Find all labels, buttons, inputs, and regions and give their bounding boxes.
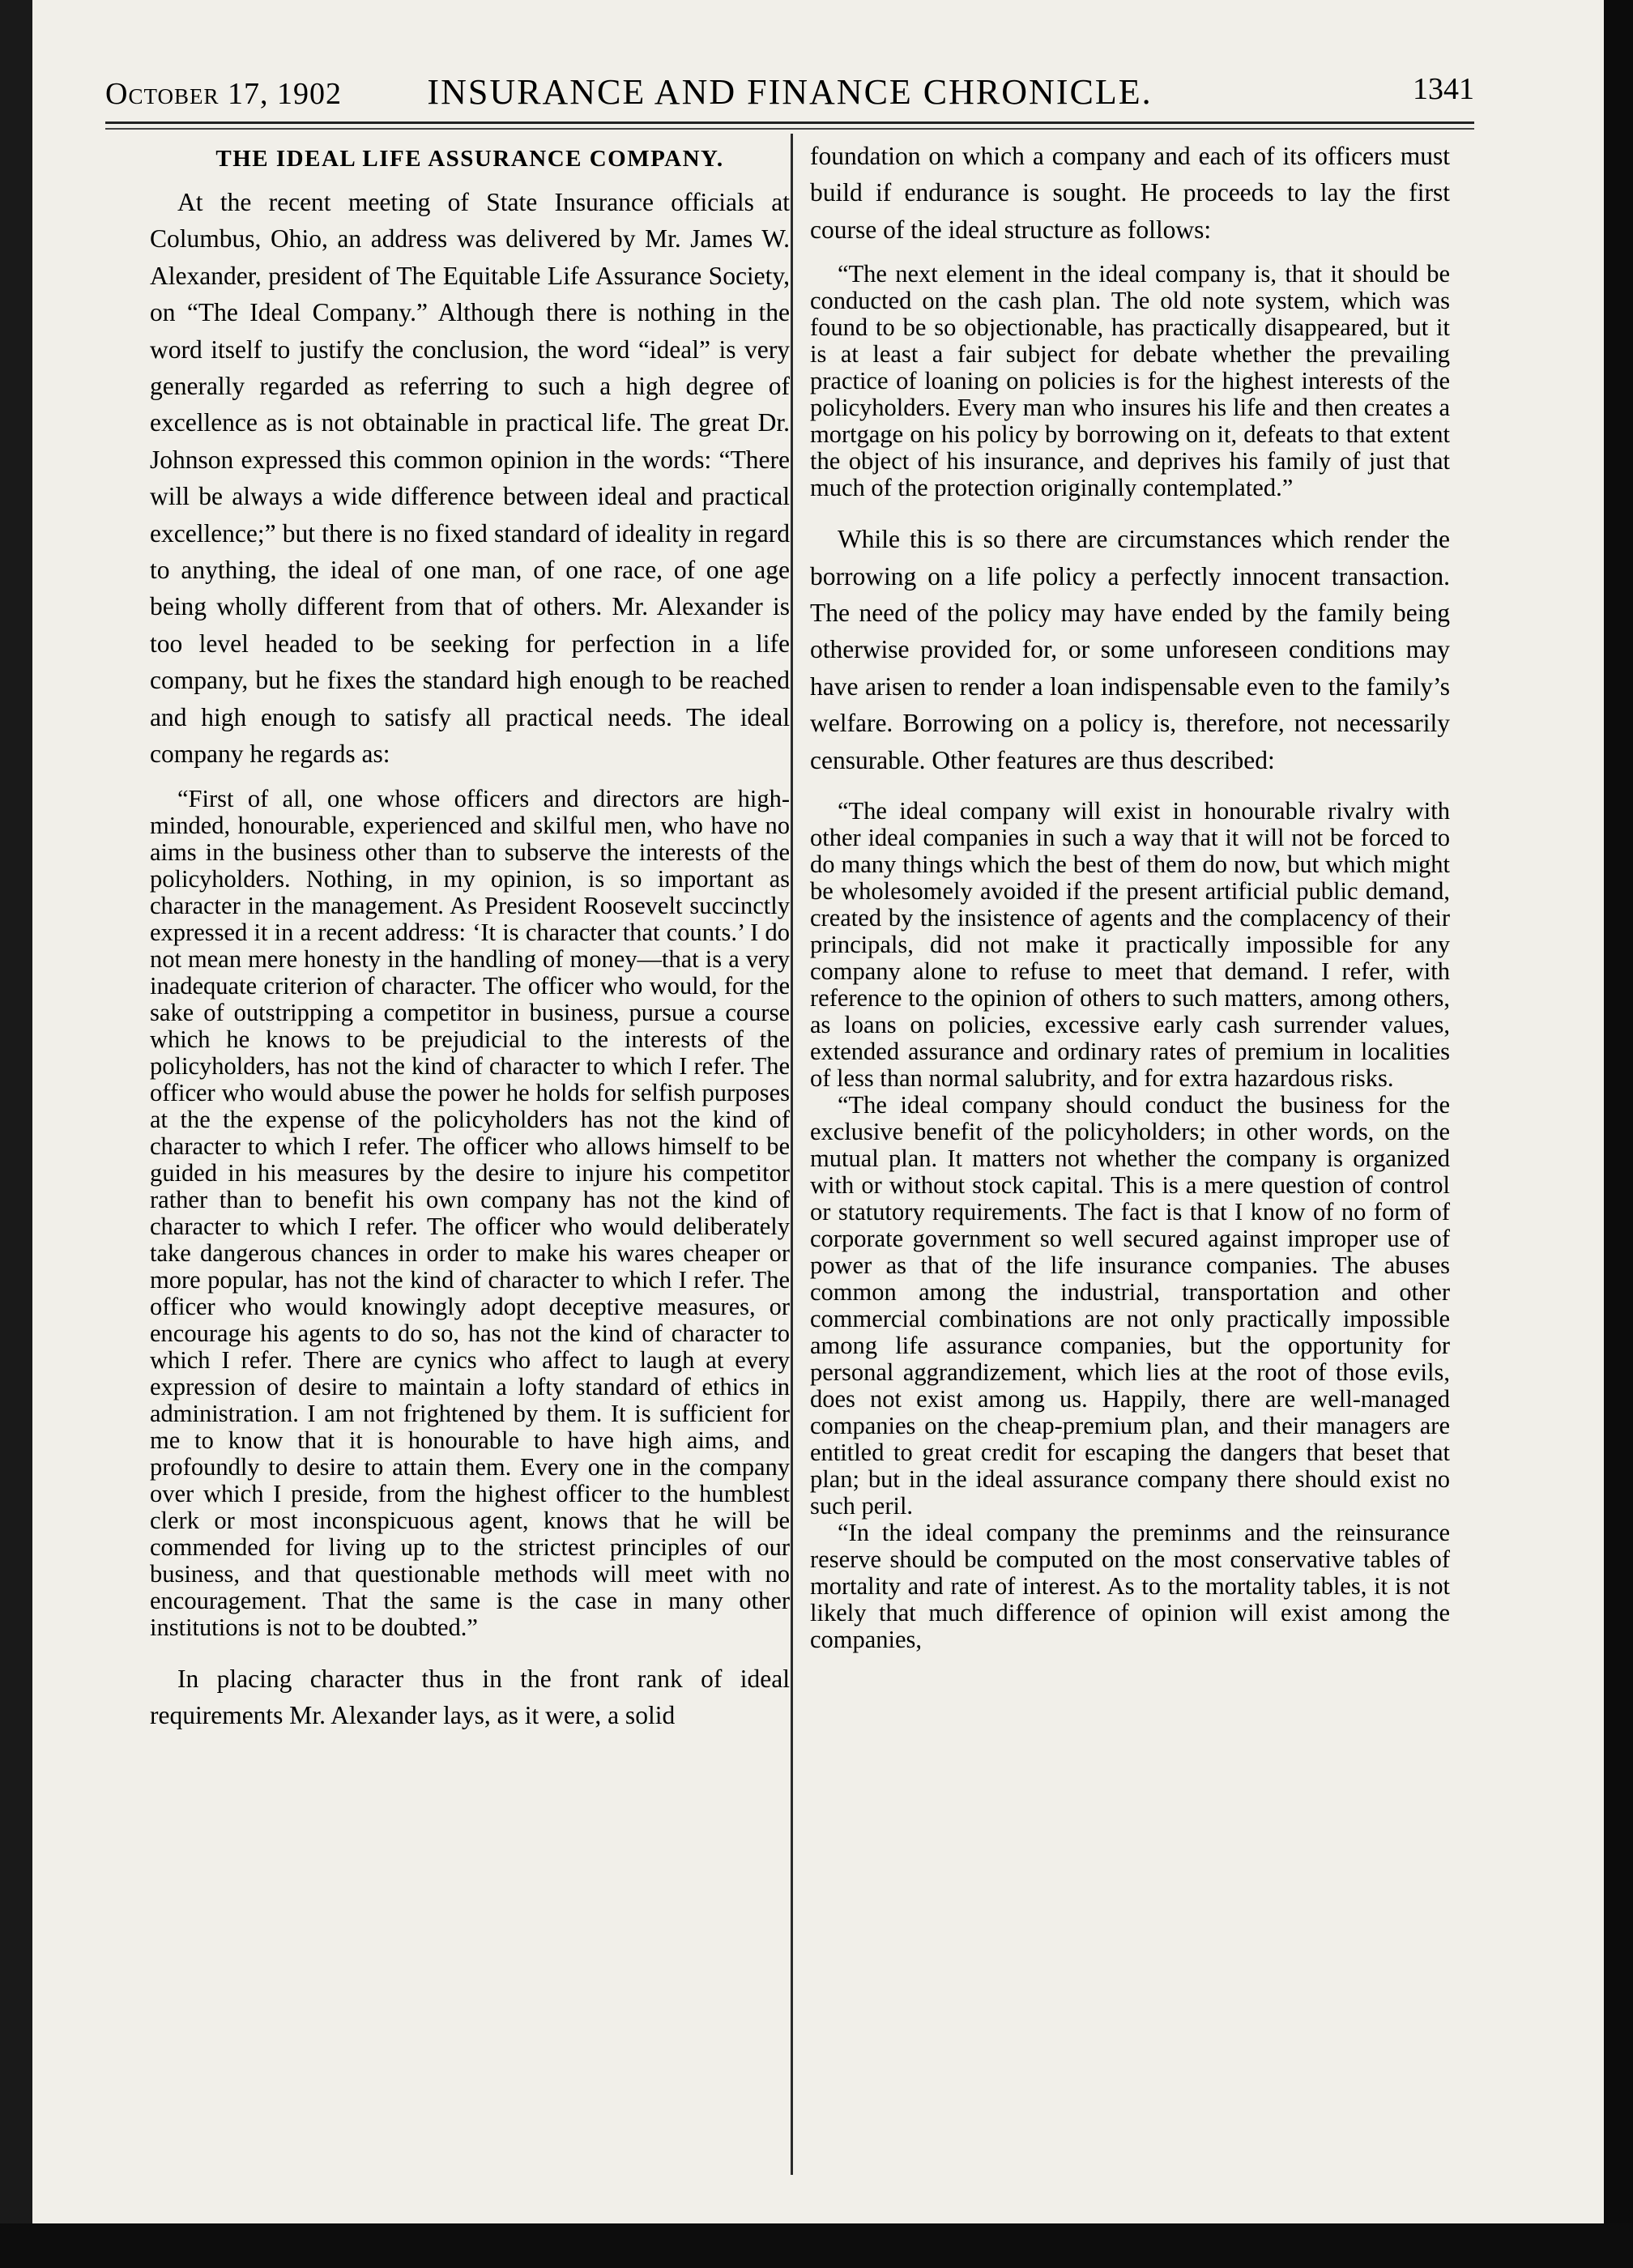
issue-date: October 17, 1902 [105, 77, 342, 111]
paragraph-gap [150, 773, 790, 786]
header-rule-thin [105, 128, 1474, 130]
left-column [150, 138, 790, 1733]
right-column [810, 138, 1450, 1653]
paragraph-gap [810, 501, 1450, 521]
scan-border-left [0, 0, 32, 2268]
quote-mutual-plan: “The ideal company should conduct the business for the exclusive benefit of the policyholders; in other words, on the mutual plan. It matters not whether the company is organized with or without stock capital. This is a mere question of control or statutory requirements. The fact is that I know of no form of corporate government so well secured against improper use of power as that of the life insurance companies. The abuses common among the industrial, transportation and other commercial combinations are not only practically impossible among life assurance companies, but the opportunity for personal aggrandizement, which lies at the root of those evils, does not exist among us. Happily, there are well-managed companies on the cheap-premium plan, and their managers are entitled to great credit for escaping the dangers that beset that plan; but in the ideal assurance company there should exist no such peril. [810, 1091, 1450, 1520]
paragraph-intro: At the recent meeting of State Insurance officials at Columbus, Ohio, an address was delivered by Mr. James W. Alexander, president of The Equitable Life Assurance Society, on “The Ideal Company.” Although there is nothing in the word itself to justify the conclusion, the word “ideal” is very generally regarded as referring to such a high degree of excellence as is not obtainable in practical life. The great Dr. Johnson expressed this common opinion in the words: “There will be always a wide difference between ideal and practical excellence;” but there is no fixed standard of ideality in regard to anything, the ideal of one man, of one race, of one age being wholly different from that of others. Mr. Alexander is too level headed to be seeking for perfection in a life company, but he fixes the standard high enough to be reached and high enough to satisfy all practical needs. The ideal company he regards as: [150, 188, 790, 769]
paragraph-gap [810, 778, 1450, 798]
page-number: 1341 [1413, 72, 1474, 106]
paragraph-borrowing: While this is so there are circumstances which render the borrowing on a life policy a perfectly innocent transaction. The need of the policy may have ended by the family being otherwise provided for, or some unforeseen conditions may have arisen to render a loan indispensable even to the family’s welfare. Borrowing on a policy is, therefore, not necessarily censurable. Other features are thus described: [810, 525, 1450, 774]
article-title: THE IDEAL LIFE ASSURANCE COMPANY. [215, 146, 724, 172]
paragraph-gap [150, 1641, 790, 1660]
paragraph-foundation-continued: foundation on which a company and each of its officers must build if endurance is sought. He proceeds to lay the first course of the ideal structure as follows: [810, 142, 1450, 244]
header-rule [105, 122, 1474, 124]
scan-border-right [1604, 0, 1633, 2268]
quote-premiums: “In the ideal company the preminms and the reinsurance reserve should be computed on the most conservative tables of mortality and rate of interest. As to the mortality tables, it is not likely that much difference of opinion will exist among the companies, [810, 1519, 1450, 1654]
quote-character: “First of all, one whose officers and directors are high-minded, honourable, experienced and skilful men, who have no aims in the business other than to subserve the interests of the policyholders. Nothing, in my opinion, is so important as character in the management. As President Roosevelt succinctly expressed it in a recent address: ‘It is character that counts.’ I do not mean mere honesty in the handling of money—that is a very inadequate criterion of character. The officer who would, for the sake of outstripping a competitor in business, pursue a course which he knows to be prejudicial to the interests of the policyholders, has not the kind of character to which I refer. The officer who would abuse the power he holds for selfish purposes at the the expense of the policyholders has not the kind of character to which I refer. The officer who allows himself to be guided in his measures by the desire to injure his competitor rather than to benefit his own company has not the kind of character to which I refer. The officer who would deliberately take dangerous chances in order to make his wares cheaper or more popular, has not the kind of character to which I refer. The officer who would knowingly adopt deceptive measures, or encourage his agents to do so, has not the kind of character to which I refer. There are cynics who affect to laugh at every expression of desire to maintain a lofty standard of ethics in administration. I am not frightened by them. It is sufficient for me to know that it is honourable to have high aims, and profoundly to desire to attain them. Every one in the company over which I preside, from the highest officer to the humblest clerk or most inconspicuous agent, knows that he will be commended for living up to the strictest principles of our business, and that questionable methods will meet with no encouragement. That the same is the case in many other institutions is not to be doubted.” [150, 784, 790, 1641]
paragraph-gap [810, 248, 1450, 261]
paragraph-character-foundation: In placing character thus in the front rank of ideal requirements Mr. Alexander lays, as it were, a solid [150, 1664, 790, 1729]
scan-border-bottom [0, 2223, 1633, 2268]
column-divider [791, 134, 793, 2175]
quote-rivalry: “The ideal company will exist in honourable rivalry with other ideal companies in such a way that it will not be forced to do many things which the best of them do now, but which might be wholesomely avoided if the present artificial public demand, created by the insistence of agents and the complacency of their principals, did not make it practically impossible for any company alone to refuse to meet that demand. I refer, with reference to the opinion of others to such matters, among others, as loans on policies, excessive early cash surrender values, extended assurance and ordinary rates of premium in localities of less than normal salubrity, and for extra hazardous risks. [810, 797, 1450, 1093]
quote-cash-plan: “The next element in the ideal company is, that it should be conducted on the cash plan. The old note system, which was found to be so objectionable, has practically disappeared, but it is at least a fair subject for debate whether the prevailing practice of loaning on policies is for the highest interests of the policyholders. Every man who insures his life and then creates a mortgage on his policy by borrowing on it, defeats to that extent the object of his insurance, and deprives his family of just that much of the protection originally contemplated.” [810, 260, 1450, 502]
page-header [105, 65, 1474, 113]
publication-title: INSURANCE AND FINANCE CHRONICLE. [427, 72, 1153, 112]
